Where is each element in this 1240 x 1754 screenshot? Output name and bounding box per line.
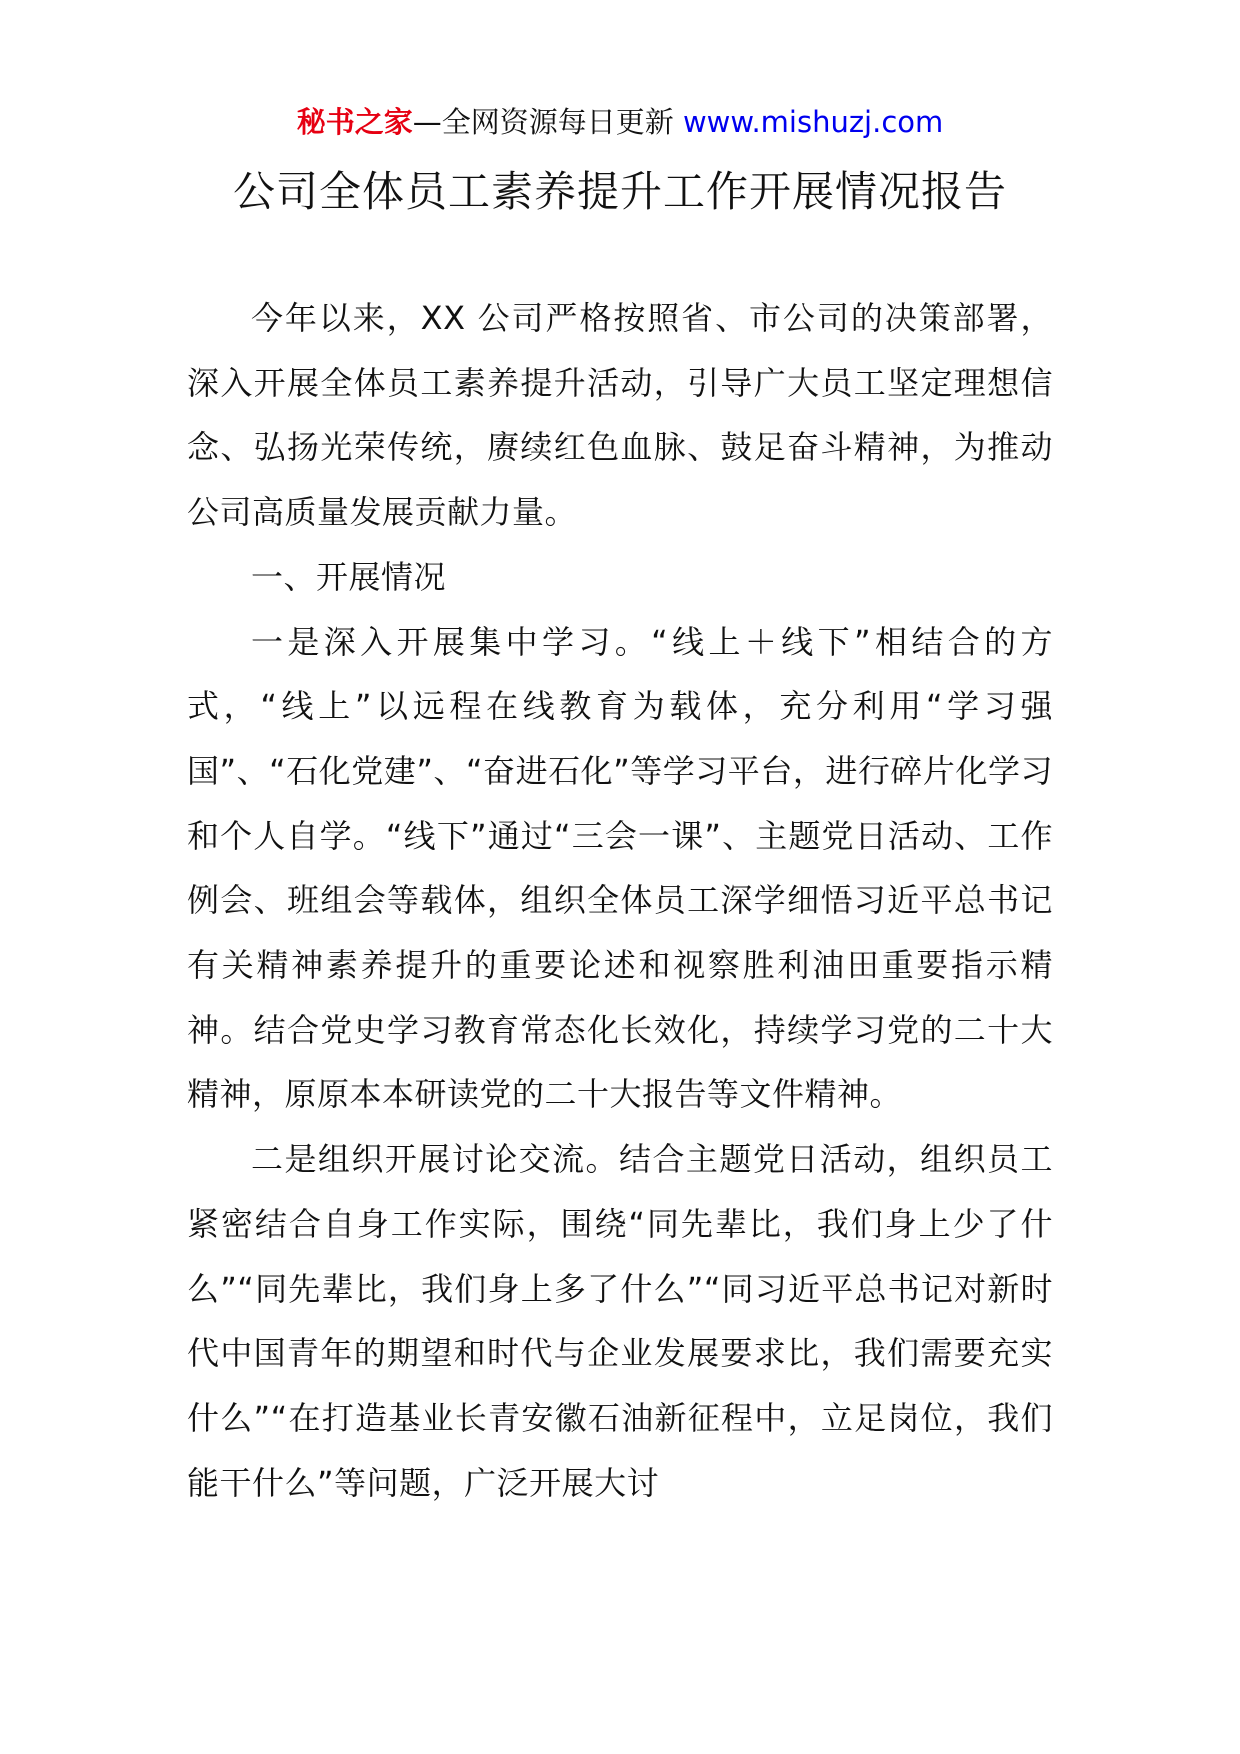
section-heading: 一、开展情况 xyxy=(251,557,447,596)
site-brand: 秘书之家 xyxy=(296,105,413,139)
body-paragraph: 一是深入开展集中学习。“线上＋线下”相结合的方式，“线上”以远程在线教育为载体，充分利用“学习强国”、“石化党建”、“奋进石化”等学习平台，进行碎片化学习和个人自学。“线下”通过“三会一课”、主题党日活动、工作例会、班组会等载体，组织全体员工深学细悟习近平总书记有关精神素养提升的重要论述和视察胜利油田重要指示精神。结合党史学习教育常态化长效化，持续学习党的二十大精神，原原本本研读党的二十大报告等文件精神。 xyxy=(187,622,1053,1114)
document-title: 公司全体员工素养提升工作开展情况报告 xyxy=(232,167,1007,216)
site-tagline: —全网资源每日更新 xyxy=(412,105,683,139)
body-paragraph: 二是组织开展讨论交流。结合主题党日活动，组织员工紧密结合自身工作实际，围绕“同先辈比，我们身上少了什么”“同先辈比，我们身上多了什么”“同习近平总书记对新时代中国青年的期望和时代与企业发展要求比，我们需要充实什么”“在打造基业长青安徽石油新征程中，立足岗位，我们能干什么”等问题，广泛开展大讨 xyxy=(187,1140,1053,1502)
intro-paragraph: 今年以来，XX 公司严格按照省、市公司的决策部署，深入开展全体员工素养提升活动，引导广大员工坚定理想信念、弘扬光荣传统，赓续红色血脉、鼓足奋斗精神，为推动公司高质量发展贡献力量。 xyxy=(187,299,1053,532)
site-url-link[interactable]: www.mishuzj.com xyxy=(682,105,944,139)
site-header xyxy=(0,100,1240,144)
document-body xyxy=(187,286,1053,1515)
